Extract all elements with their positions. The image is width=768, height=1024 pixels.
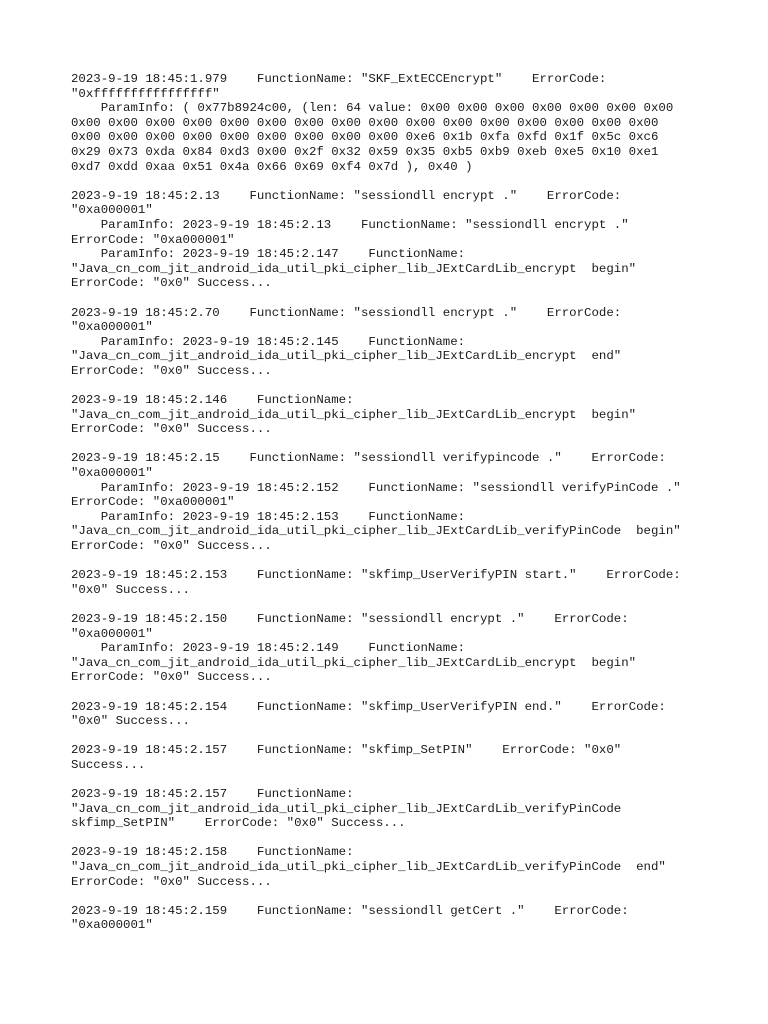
- log-line: ParamInfo: 2023-9-19 18:45:2.147 FunctionName:: [71, 247, 466, 262]
- log-entry: [71, 845, 711, 889]
- log-line: "Java_cn_com_jit_android_ida_util_pki_cipher_lib_JExtCardLib_encrypt begin": [71, 655, 637, 670]
- log-line: "Java_cn_com_jit_android_ida_util_pki_cipher_lib_JExtCardLib_encrypt begin": [71, 261, 637, 276]
- log-line: ParamInfo: 2023-9-19 18:45:2.149 FunctionName:: [71, 641, 466, 656]
- log-line: ParamInfo: 2023-9-19 18:45:2.13 FunctionName: "sessiondll encrypt .": [71, 217, 629, 232]
- log-line: ErrorCode: "0x0" Success...: [71, 363, 272, 378]
- log-line: 0x00 0x00 0x00 0x00 0x00 0x00 0x00 0x00 0x00 0xe6 0x1b 0xfa 0xfd 0x1f 0x5c 0xc6: [71, 130, 659, 145]
- log-entry: [71, 189, 711, 291]
- log-line: "0xa000001": [71, 320, 153, 335]
- log-line: 0xd7 0xdd 0xaa 0x51 0x4a 0x66 0x69 0xf4 0x7d ), 0x40 ): [71, 159, 473, 174]
- log-entry: [71, 787, 711, 831]
- log-entry: [71, 612, 711, 685]
- log-line: "0x0" Success...: [71, 582, 190, 597]
- log-line: "Java_cn_com_jit_android_ida_util_pki_cipher_lib_JExtCardLib_verifyPinCode end": [71, 860, 666, 875]
- log-line: ErrorCode: "0x0" Success...: [71, 539, 272, 553]
- log-document: [71, 72, 711, 948]
- log-line: 2023-9-19 18:45:2.150 FunctionName: "sessiondll encrypt ." ErrorCode:: [71, 611, 629, 626]
- log-line: "Java_cn_com_jit_android_ida_util_pki_cipher_lib_JExtCardLib_verifyPinCode: [71, 801, 622, 816]
- log-line: ParamInfo: 2023-9-19 18:45:2.152 FunctionName: "sessiondll verifyPinCode .": [71, 480, 681, 495]
- log-line: ParamInfo: 2023-9-19 18:45:2.145 FunctionName:: [71, 334, 466, 349]
- log-line: ErrorCode: "0x0" Success...: [71, 874, 272, 889]
- log-line: "0xa000001": [71, 918, 153, 933]
- log-line: 2023-9-19 18:45:2.158 FunctionName:: [71, 845, 354, 860]
- log-line: ErrorCode: "0x0" Success...: [71, 276, 272, 291]
- log-entry: [71, 72, 711, 174]
- log-entry: [71, 306, 711, 379]
- log-entry: [71, 451, 711, 553]
- log-line: 2023-9-19 18:45:2.159 FunctionName: "sessiondll getCert ." ErrorCode:: [71, 903, 629, 918]
- log-line: skfimp_SetPIN" ErrorCode: "0x0" Success...: [71, 816, 406, 831]
- log-entry: [71, 700, 711, 729]
- log-line: "0xa000001": [71, 203, 153, 218]
- log-line: ParamInfo: 2023-9-19 18:45:2.153 FunctionName:: [71, 509, 466, 524]
- log-line: "0xa000001": [71, 466, 153, 481]
- log-line: ErrorCode: "0xa000001": [71, 232, 235, 247]
- log-entry: [71, 393, 711, 437]
- log-line: 2023-9-19 18:45:2.13 FunctionName: "sessiondll encrypt ." ErrorCode:: [71, 188, 622, 203]
- log-line: 2023-9-19 18:45:2.153 FunctionName: "skfimp_UserVerifyPIN start." ErrorCode:: [71, 568, 681, 583]
- log-entry: [71, 743, 711, 772]
- log-line: "Java_cn_com_jit_android_ida_util_pki_cipher_lib_JExtCardLib_encrypt begin": [71, 407, 637, 422]
- log-line: "Java_cn_com_jit_android_ida_util_pki_cipher_lib_JExtCardLib_verifyPinCode begin": [71, 524, 681, 539]
- log-entry: [71, 904, 711, 933]
- log-line: 2023-9-19 18:45:2.70 FunctionName: "sessiondll encrypt ." ErrorCode:: [71, 305, 622, 320]
- log-line: 2023-9-19 18:45:2.15 FunctionName: "sessiondll verifypincode ." ErrorCode:: [71, 451, 666, 466]
- log-line: ErrorCode: "0xa000001": [71, 495, 235, 510]
- log-line: 2023-9-19 18:45:2.157 FunctionName: "skfimp_SetPIN" ErrorCode: "0x0": [71, 743, 622, 758]
- log-line: 2023-9-19 18:45:2.157 FunctionName:: [71, 787, 354, 802]
- log-line: 0x00 0x00 0x00 0x00 0x00 0x00 0x00 0x00 0x00 0x00 0x00 0x00 0x00 0x00 0x00 0x00: [71, 115, 659, 130]
- log-line: ErrorCode: "0x0" Success...: [71, 670, 272, 685]
- log-line: "0xa000001": [71, 626, 153, 641]
- log-line: ParamInfo: ( 0x77b8924c00, (len: 64 value: 0x00 0x00 0x00 0x00 0x00 0x00 0x00: [71, 101, 674, 116]
- log-line: 2023-9-19 18:45:2.146 FunctionName:: [71, 393, 354, 408]
- log-line: 2023-9-19 18:45:2.154 FunctionName: "skfimp_UserVerifyPIN end." ErrorCode:: [71, 699, 666, 714]
- log-line: ErrorCode: "0x0" Success...: [71, 422, 272, 437]
- log-entry: [71, 568, 711, 597]
- log-line: "Java_cn_com_jit_android_ida_util_pki_cipher_lib_JExtCardLib_encrypt end": [71, 349, 622, 364]
- log-line: 2023-9-19 18:45:1.979 FunctionName: "SKF_ExtECCEncrypt" ErrorCode:: [71, 72, 607, 86]
- log-line: "0x0" Success...: [71, 714, 190, 729]
- log-line: "0xffffffffffffffff": [71, 86, 220, 101]
- log-line: Success...: [71, 757, 146, 772]
- log-line: 0x29 0x73 0xda 0x84 0xd3 0x00 0x2f 0x32 0x59 0x35 0xb5 0xb9 0xeb 0xe5 0x10 0xe1: [71, 144, 659, 159]
